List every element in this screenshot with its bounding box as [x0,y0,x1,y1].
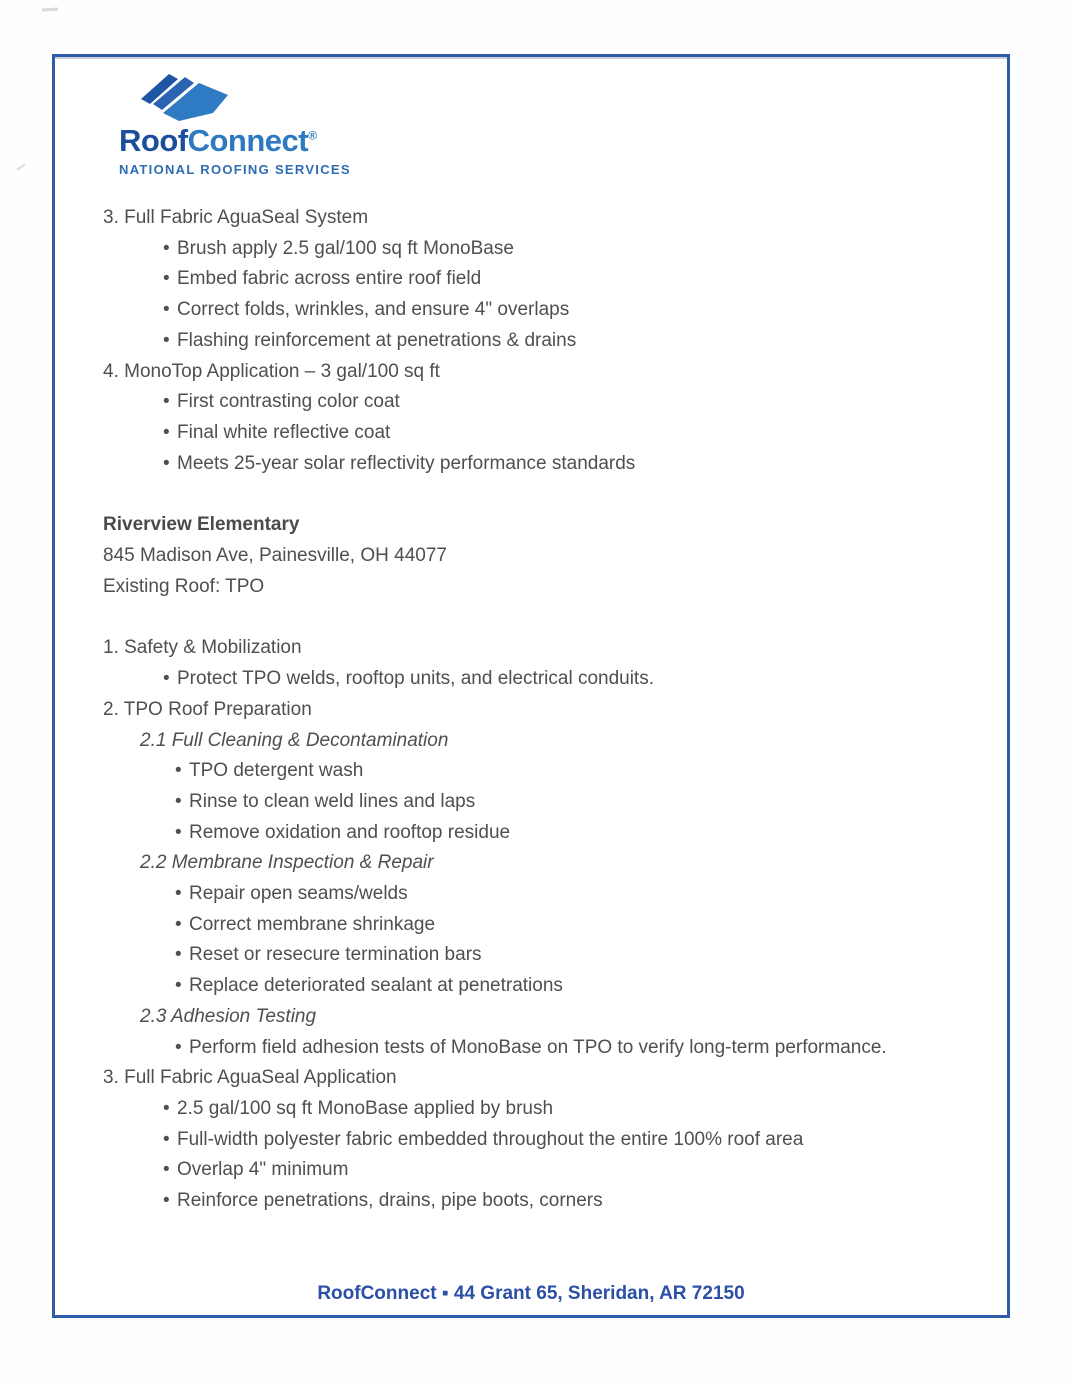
doc-line: • Rinse to clean weld lines and laps [103,787,979,818]
document-body [103,203,979,1217]
doc-line: 2.1 Full Cleaning & Decontamination [140,729,449,751]
spacer [103,602,979,633]
logo-word-connect: Connect [187,123,309,158]
doc-line: • 2.5 gal/100 sq ft MonoBase applied by brush [103,1094,979,1125]
doc-line: • Correct membrane shrinkage [103,910,979,941]
scan-artifact [42,7,58,11]
doc-line: • Remove oxidation and rooftop residue [103,818,979,849]
doc-line: 2.3 Adhesion Testing [140,1005,317,1027]
page-border [52,54,1010,1318]
doc-line: • First contrasting color coat [103,387,979,418]
doc-line: • Final white reflective coat [103,418,979,449]
doc-line: • TPO detergent wash [103,756,979,787]
doc-line: • Replace deteriorated sealant at penetrations [103,971,979,1002]
footer-address: RoofConnect ▪ 44 Grant 65, Sheridan, AR 72150 [317,1283,745,1304]
doc-line: 2.2 Membrane Inspection & Repair [140,852,434,874]
doc-line: • Perform field adhesion tests of MonoBase on TPO to verify long-term performance. [103,1033,979,1064]
spacer [103,479,979,510]
doc-line: • Correct folds, wrinkles, and ensure 4" overlaps [103,295,979,326]
doc-line: Riverview Elementary [103,514,300,536]
doc-line: 845 Madison Ave, Painesville, OH 44077 [103,545,447,567]
doc-line: • Overlap 4" minimum [103,1155,979,1186]
roof-panels-icon [135,71,239,123]
doc-line: 4. MonoTop Application – 3 gal/100 sq ft [103,360,440,382]
doc-line: 1. Safety & Mobilization [103,637,302,659]
doc-line: • Reset or resecure termination bars [103,940,979,971]
doc-line: • Brush apply 2.5 gal/100 sq ft MonoBase [103,234,979,265]
registered-mark: ® [308,128,317,143]
roofconnect-logo [119,71,351,177]
doc-line: • Protect TPO welds, rooftop units, and electrical conduits. [103,664,979,695]
logo-tagline: NATIONAL ROOFING SERVICES [119,162,351,177]
doc-line: • Flashing reinforcement at penetrations & drains [103,326,979,357]
doc-line: • Repair open seams/welds [103,879,979,910]
doc-line: Existing Roof: TPO [103,575,265,597]
doc-line: 2. TPO Roof Preparation [103,698,312,720]
doc-line: • Meets 25-year solar reflectivity performance standards [103,449,979,480]
doc-line: • Embed fabric across entire roof field [103,264,979,295]
scan-artifact [16,163,25,170]
doc-line: 3. Full Fabric AguaSeal System [103,207,369,228]
doc-line: • Full-width polyester fabric embedded throughout the entire 100% roof area [103,1125,979,1156]
doc-line: 3. Full Fabric AguaSeal Application [103,1067,397,1089]
logo-word-roof: Roof [119,123,188,158]
doc-line: • Reinforce penetrations, drains, pipe boots, corners [103,1186,979,1217]
logo-wordmark [119,125,351,156]
